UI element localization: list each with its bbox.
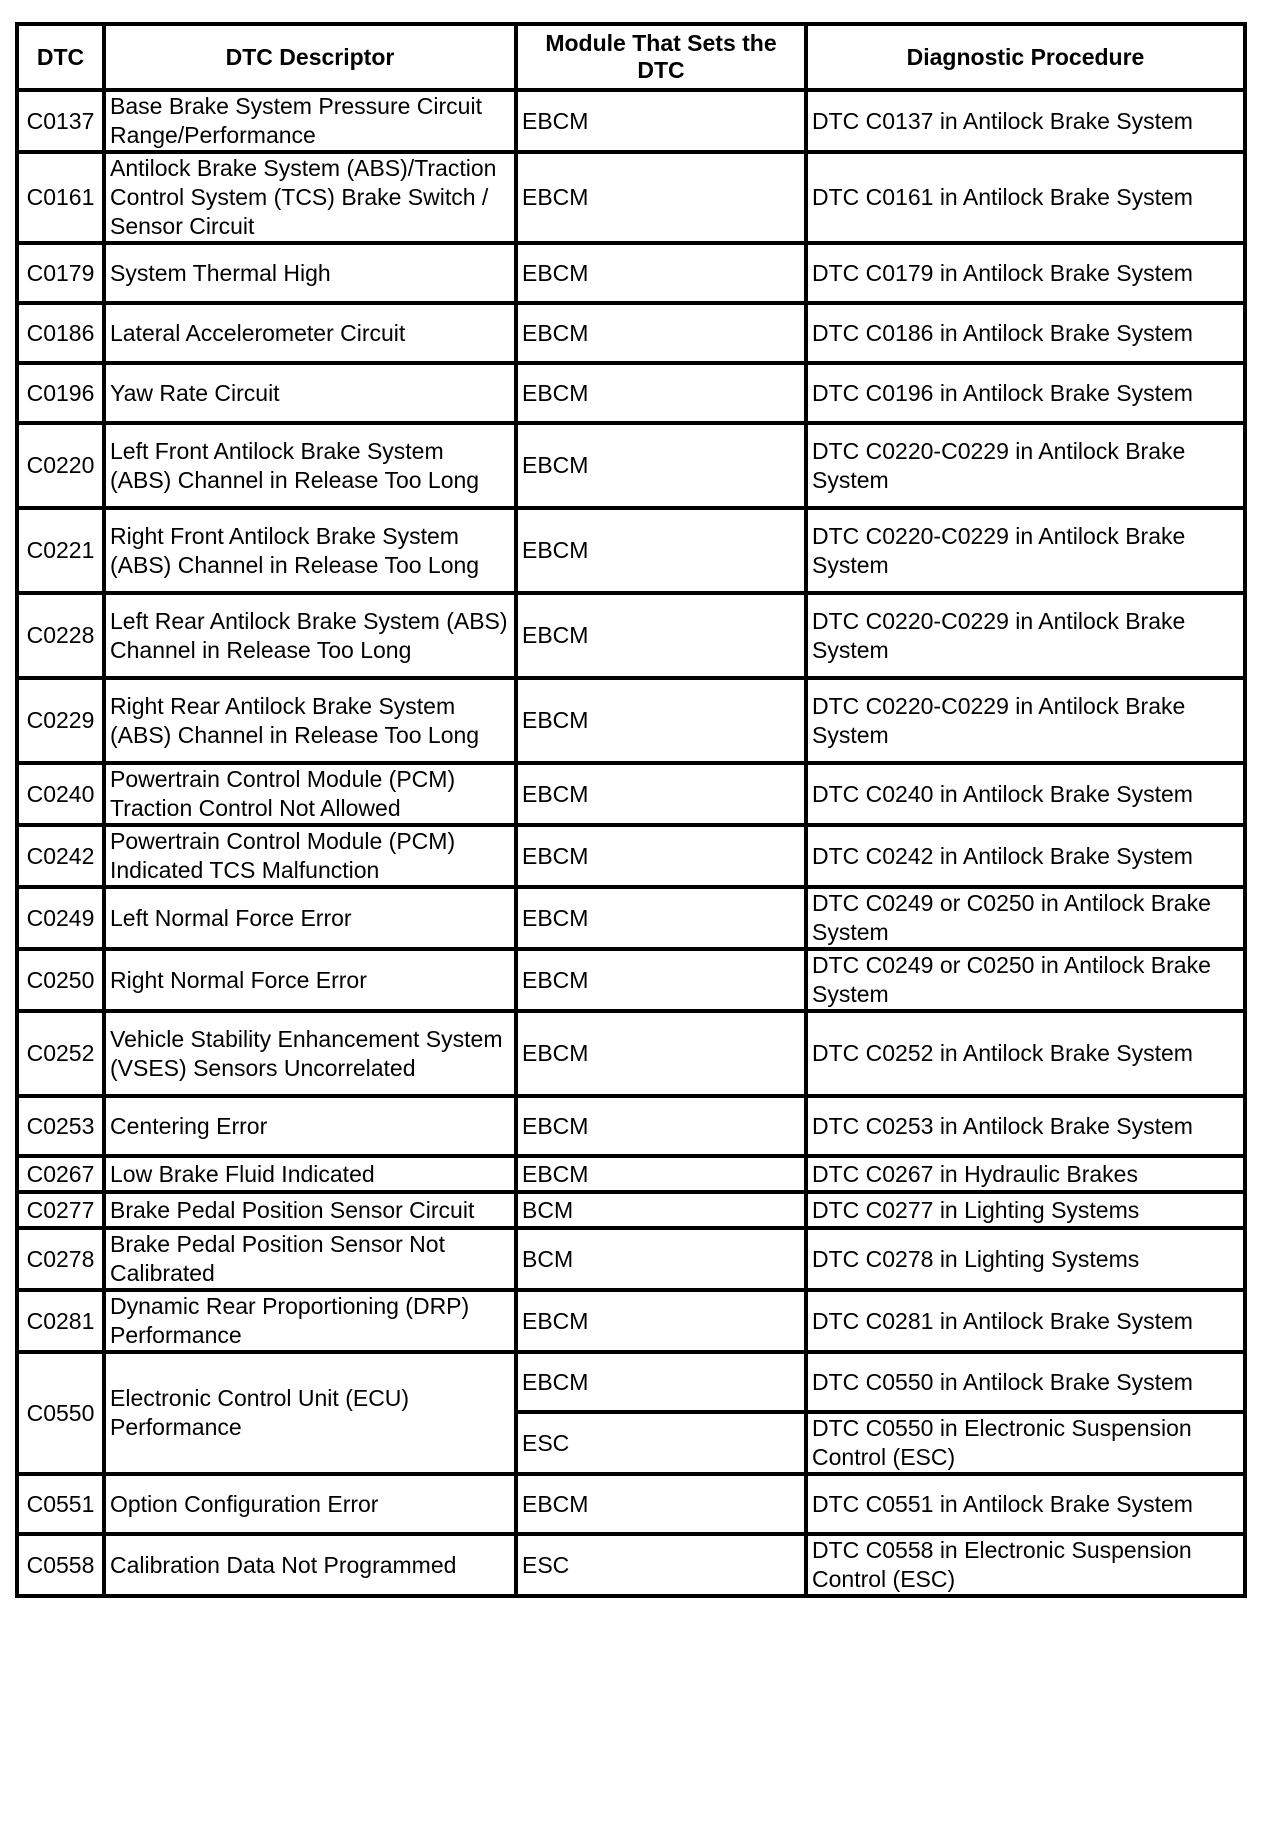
module: EBCM: [516, 1096, 806, 1156]
table-row: [17, 508, 1245, 593]
module: EBCM: [516, 1156, 806, 1192]
diagnostic-procedure: DTC C0196 in Antilock Brake System: [806, 363, 1245, 423]
dtc-code: C0281: [17, 1290, 104, 1352]
diagnostic-procedure: DTC C0278 in Lighting Systems: [806, 1228, 1245, 1290]
dtc-code: C0240: [17, 763, 104, 825]
dtc-descriptor: System Thermal High: [104, 243, 516, 303]
diagnostic-procedure: DTC C0179 in Antilock Brake System: [806, 243, 1245, 303]
dtc-descriptor: Lateral Accelerometer Circuit: [104, 303, 516, 363]
dtc-descriptor: Right Rear Antilock Brake System (ABS) Channel in Release Too Long: [104, 678, 516, 763]
dtc-code: C0137: [17, 90, 104, 152]
diagnostic-procedure: DTC C0281 in Antilock Brake System: [806, 1290, 1245, 1352]
table-row: [17, 1156, 1245, 1192]
dtc-descriptor: Left Normal Force Error: [104, 887, 516, 949]
module: BCM: [516, 1192, 806, 1228]
dtc-code: C0551: [17, 1474, 104, 1534]
module: EBCM: [516, 1290, 806, 1352]
module: EBCM: [516, 1352, 806, 1412]
dtc-code: C0250: [17, 949, 104, 1011]
table-row: [17, 825, 1245, 887]
dtc-descriptor: Right Front Antilock Brake System (ABS) Channel in Release Too Long: [104, 508, 516, 593]
dtc-descriptor: Yaw Rate Circuit: [104, 363, 516, 423]
table-row: [17, 1474, 1245, 1534]
diagnostic-procedure: DTC C0220-C0229 in Antilock Brake System: [806, 593, 1245, 678]
table-row: [17, 763, 1245, 825]
diagnostic-procedure: DTC C0558 in Electronic Suspension Control (ESC): [806, 1534, 1245, 1596]
table-row: [17, 887, 1245, 949]
table-row: [17, 90, 1245, 152]
dtc-code: C0220: [17, 423, 104, 508]
module: EBCM: [516, 152, 806, 243]
dtc-code: C0229: [17, 678, 104, 763]
dtc-code: C0196: [17, 363, 104, 423]
diagnostic-procedure: DTC C0267 in Hydraulic Brakes: [806, 1156, 1245, 1192]
dtc-descriptor: Left Front Antilock Brake System (ABS) Channel in Release Too Long: [104, 423, 516, 508]
table-row: [17, 1228, 1245, 1290]
table-row: [17, 243, 1245, 303]
header-dtc: DTC: [17, 24, 104, 90]
dtc-descriptor: Brake Pedal Position Sensor Circuit: [104, 1192, 516, 1228]
dtc-descriptor: Powertrain Control Module (PCM) Traction Control Not Allowed: [104, 763, 516, 825]
diagnostic-procedure: DTC C0161 in Antilock Brake System: [806, 152, 1245, 243]
module: ESC: [516, 1534, 806, 1596]
diagnostic-procedure: DTC C0249 or C0250 in Antilock Brake System: [806, 887, 1245, 949]
module: EBCM: [516, 363, 806, 423]
module: EBCM: [516, 90, 806, 152]
dtc-descriptor: Powertrain Control Module (PCM) Indicated TCS Malfunction: [104, 825, 516, 887]
table-row: [17, 303, 1245, 363]
module: ESC: [516, 1412, 806, 1474]
dtc-code: C0267: [17, 1156, 104, 1192]
header-module: Module That Sets the DTC: [516, 24, 806, 90]
module: EBCM: [516, 825, 806, 887]
dtc-descriptor: Centering Error: [104, 1096, 516, 1156]
diagnostic-procedure: DTC C0220-C0229 in Antilock Brake System: [806, 423, 1245, 508]
diagnostic-procedure: DTC C0186 in Antilock Brake System: [806, 303, 1245, 363]
dtc-code: C0558: [17, 1534, 104, 1596]
module: EBCM: [516, 303, 806, 363]
dtc-descriptor: Base Brake System Pressure Circuit Range/Performance: [104, 90, 516, 152]
diagnostic-procedure: DTC C0137 in Antilock Brake System: [806, 90, 1245, 152]
dtc-code: C0252: [17, 1011, 104, 1096]
diagnostic-procedure: DTC C0220-C0229 in Antilock Brake System: [806, 678, 1245, 763]
module: EBCM: [516, 949, 806, 1011]
module: EBCM: [516, 508, 806, 593]
diagnostic-procedure: DTC C0240 in Antilock Brake System: [806, 763, 1245, 825]
table-row: [17, 1534, 1245, 1596]
dtc-code: C0186: [17, 303, 104, 363]
module: EBCM: [516, 1011, 806, 1096]
dtc-code: C0242: [17, 825, 104, 887]
module: EBCM: [516, 887, 806, 949]
diagnostic-procedure: DTC C0252 in Antilock Brake System: [806, 1011, 1245, 1096]
diagnostic-procedure: DTC C0551 in Antilock Brake System: [806, 1474, 1245, 1534]
dtc-code: C0249: [17, 887, 104, 949]
table-row: [17, 1096, 1245, 1156]
table-row: [17, 363, 1245, 423]
diagnostic-procedure: DTC C0242 in Antilock Brake System: [806, 825, 1245, 887]
table-row: [17, 593, 1245, 678]
dtc-descriptor: Antilock Brake System (ABS)/Traction Control System (TCS) Brake Switch / Sensor Circuit: [104, 152, 516, 243]
diagnostic-procedure: DTC C0550 in Antilock Brake System: [806, 1352, 1245, 1412]
dtc-descriptor: Electronic Control Unit (ECU) Performance: [104, 1352, 516, 1474]
header-diagnostic-procedure: Diagnostic Procedure: [806, 24, 1245, 90]
dtc-descriptor: Low Brake Fluid Indicated: [104, 1156, 516, 1192]
table-row: [17, 678, 1245, 763]
dtc-code: C0179: [17, 243, 104, 303]
table-row: [17, 1352, 1245, 1412]
table-row: [17, 423, 1245, 508]
module: BCM: [516, 1228, 806, 1290]
table-row: [17, 949, 1245, 1011]
dtc-code: C0277: [17, 1192, 104, 1228]
table-header: [17, 24, 1245, 90]
dtc-code: C0221: [17, 508, 104, 593]
table-row: [17, 152, 1245, 243]
dtc-code: C0161: [17, 152, 104, 243]
dtc-code: C0550: [17, 1352, 104, 1474]
table-body: [17, 90, 1245, 1596]
diagnostic-procedure: DTC C0277 in Lighting Systems: [806, 1192, 1245, 1228]
dtc-descriptor: Brake Pedal Position Sensor Not Calibrated: [104, 1228, 516, 1290]
dtc-code: C0253: [17, 1096, 104, 1156]
diagnostic-procedure: DTC C0253 in Antilock Brake System: [806, 1096, 1245, 1156]
dtc-code: C0278: [17, 1228, 104, 1290]
header-row: [17, 24, 1245, 90]
diagnostic-procedure: DTC C0220-C0229 in Antilock Brake System: [806, 508, 1245, 593]
header-dtc-descriptor: DTC Descriptor: [104, 24, 516, 90]
dtc-descriptor: Vehicle Stability Enhancement System (VSES) Sensors Uncorrelated: [104, 1011, 516, 1096]
table-row: [17, 1011, 1245, 1096]
module: EBCM: [516, 423, 806, 508]
module: EBCM: [516, 678, 806, 763]
module: EBCM: [516, 243, 806, 303]
dtc-descriptor: Right Normal Force Error: [104, 949, 516, 1011]
dtc-code: C0228: [17, 593, 104, 678]
dtc-descriptor: Dynamic Rear Proportioning (DRP) Performance: [104, 1290, 516, 1352]
dtc-descriptor: Option Configuration Error: [104, 1474, 516, 1534]
diagnostic-procedure: DTC C0249 or C0250 in Antilock Brake System: [806, 949, 1245, 1011]
diagnostic-procedure: DTC C0550 in Electronic Suspension Control (ESC): [806, 1412, 1245, 1474]
module: EBCM: [516, 593, 806, 678]
dtc-table: [15, 22, 1247, 1598]
module: EBCM: [516, 1474, 806, 1534]
module: EBCM: [516, 763, 806, 825]
table-row: [17, 1192, 1245, 1228]
dtc-descriptor: Left Rear Antilock Brake System (ABS) Channel in Release Too Long: [104, 593, 516, 678]
dtc-descriptor: Calibration Data Not Programmed: [104, 1534, 516, 1596]
table-row: [17, 1290, 1245, 1352]
